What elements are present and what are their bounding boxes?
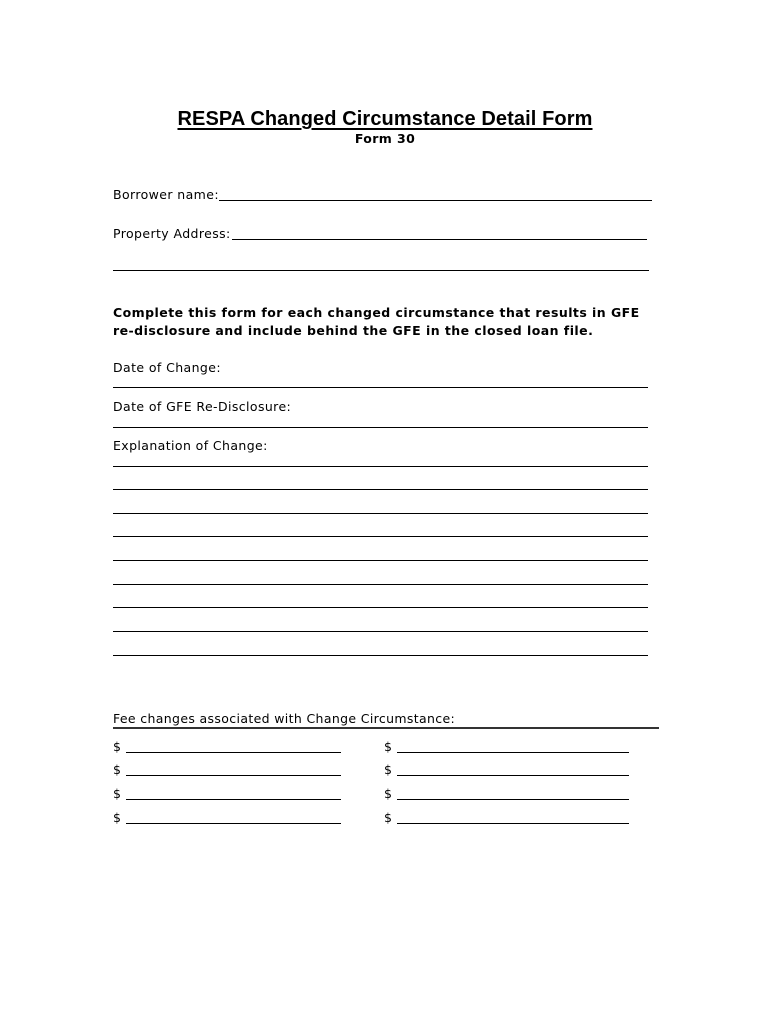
fee-amount-line[interactable] (126, 823, 341, 824)
form-title: RESPA Changed Circumstance Detail Form (177, 108, 593, 130)
fee-dollar-sign: $ (113, 786, 121, 801)
explanation-line[interactable] (113, 584, 648, 585)
fee-section-divider (113, 727, 659, 729)
fee-amount-line[interactable] (397, 823, 629, 824)
date-of-change-label: Date of Change: (113, 360, 221, 375)
date-gfe-redisclosure-label: Date of GFE Re-Disclosure: (113, 399, 292, 414)
explanation-line[interactable] (113, 655, 648, 656)
fee-dollar-sign: $ (113, 762, 121, 777)
fee-amount-line[interactable] (126, 775, 341, 776)
property-address-line[interactable] (232, 239, 647, 240)
fee-dollar-sign: $ (384, 762, 392, 777)
explanation-line[interactable] (113, 466, 648, 467)
explanation-label: Explanation of Change: (113, 438, 268, 453)
fee-dollar-sign: $ (384, 810, 392, 825)
explanation-line[interactable] (113, 536, 648, 537)
fee-amount-line[interactable] (397, 752, 629, 753)
explanation-line[interactable] (113, 513, 648, 514)
fee-dollar-sign: $ (384, 786, 392, 801)
explanation-line[interactable] (113, 489, 648, 490)
borrower-name-line[interactable] (219, 200, 652, 201)
property-address-line-2[interactable] (113, 270, 649, 271)
fee-changes-heading: Fee changes associated with Change Circumstance: (113, 711, 456, 726)
explanation-line[interactable] (113, 560, 648, 561)
fee-dollar-sign: $ (113, 810, 121, 825)
instructions-text: Complete this form for each changed circumstance that results in GFE re-disclosure and include behind the GFE in the closed loan file. (113, 305, 640, 338)
fee-amount-line[interactable] (126, 752, 341, 753)
fee-amount-line[interactable] (126, 799, 341, 800)
fee-amount-line[interactable] (397, 799, 629, 800)
form-number: Form 30 (354, 131, 416, 146)
fee-dollar-sign: $ (384, 739, 392, 754)
date-gfe-redisclosure-line[interactable] (113, 427, 648, 428)
borrower-name-label: Borrower name: (113, 187, 219, 202)
explanation-line[interactable] (113, 607, 648, 608)
date-of-change-line[interactable] (113, 387, 648, 388)
fee-dollar-sign: $ (113, 739, 121, 754)
fee-amount-line[interactable] (397, 775, 629, 776)
explanation-line[interactable] (113, 631, 648, 632)
property-address-label: Property Address: (113, 226, 231, 241)
